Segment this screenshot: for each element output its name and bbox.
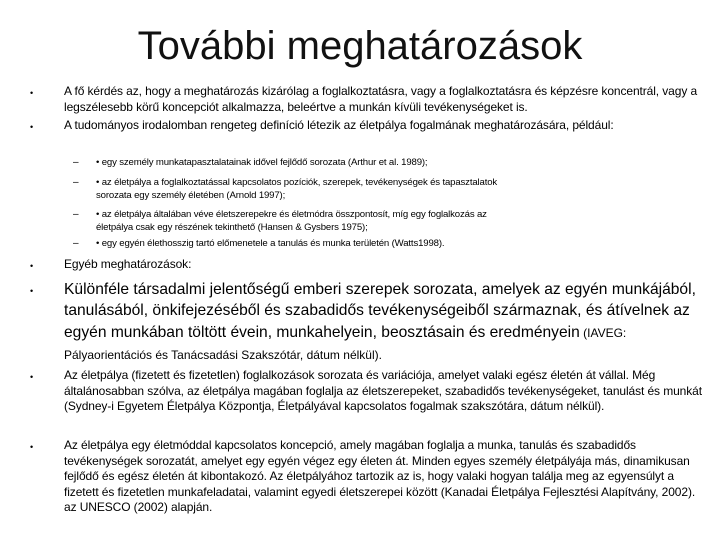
definition-text: Az életpálya egy életmóddal kapcsolatos koncepció, amely magában foglalja a munka, tanulás és szabadidős tevékenységek sorozatát, amelyet egy egyén végez egy életen át. Minden egyes személy életpályája más, dinamikusan fejlődő és egész életén át kibontakozó. Az életpályához tartozik az is, hogy valaki hogyan találja meg az egyensúlyt a fizetett és fizetetlen munkafeladatai, valamint egyedi életszerepei között (Kanadai Életpálya Fejlesztési Alapítvány, 2002). az UNESCO (2002) alapján.	[64, 438, 696, 514]
dash-icon: –	[73, 177, 79, 188]
bullet-icon: •	[30, 286, 34, 296]
slide-title: További meghatározások	[137, 24, 583, 68]
bullet-text: A fő kérdés az, hogy a meghatározás kizárólag a foglalkoztatásra, vagy a foglalkoztatásra és képzésre koncentrál, vagy a legszélesebb körű koncepciót alkalmazza, beleértve a munkán kívüli tevékenységeket is.	[64, 84, 698, 114]
sub-bullet-text: • egy személy munkatapasztalatainak idővel fejlődő sorozata (Arthur et al. 1989);	[96, 157, 428, 168]
bullet-text: A tudományos irodalomban rengeteg definíció létezik az életpálya fogalmának meghatározására, például:	[64, 118, 614, 132]
bullet-icon: •	[30, 122, 34, 132]
big-definition-text: Különféle társadalmi jelentőségű emberi szerepek sorozata, amelyek az egyén munkájából, tanulásából, önkifejezéséből és szabadidős tevékenységeiből származnak, és átívelnek az egyén munkában töltött évein, munkahelyein, beosztásain és eredményein	[64, 281, 696, 341]
bullet-icon: •	[30, 372, 34, 382]
bullet-icon: •	[30, 442, 34, 452]
dash-icon: –	[73, 157, 79, 168]
bullet-icon: •	[30, 261, 34, 271]
big-definition	[64, 279, 704, 366]
definition-text: Az életpálya (fizetett és fizetetlen) foglalkozások sorozata és variációja, amelyet valaki egész életén át vállal. Még általánosabban szólva, az életpálya magában foglalja az életszerepeket, szabadidős tevékenységeket, tanulást és munkát (Sydney-i Egyetem Életpálya Központja, Életpályával kapcsolatos fogalmak szakszótára, dátum nélkül).	[64, 368, 702, 413]
other-definitions-heading: Egyéb meghatározások:	[64, 257, 192, 271]
sub-bullet-text: • az életpálya általában véve életszerepekre és életmódra összpontosít, míg egy foglalkozás az életpálya csak egy részének tekinthető (Hansen & Gysbers 1975);	[96, 209, 487, 233]
big-definition-source: (IAVEG: Pályaorientációs és Tanácsadási Szakszótár, dátum nélkül).	[64, 325, 627, 362]
dash-icon: –	[73, 238, 79, 249]
dash-icon: –	[73, 209, 79, 220]
sub-bullet-text: • az életpálya a foglalkoztatással kapcsolatos pozíciók, szerepek, tevékenységek és tapasztalatok sorozata egy személy életében (Arnold 1997);	[96, 177, 498, 201]
bullet-icon: •	[30, 88, 34, 98]
sub-bullet-text: • egy egyén élethosszig tartó előmenetele a tanulás és munka területén (Watts1998).	[96, 238, 445, 249]
